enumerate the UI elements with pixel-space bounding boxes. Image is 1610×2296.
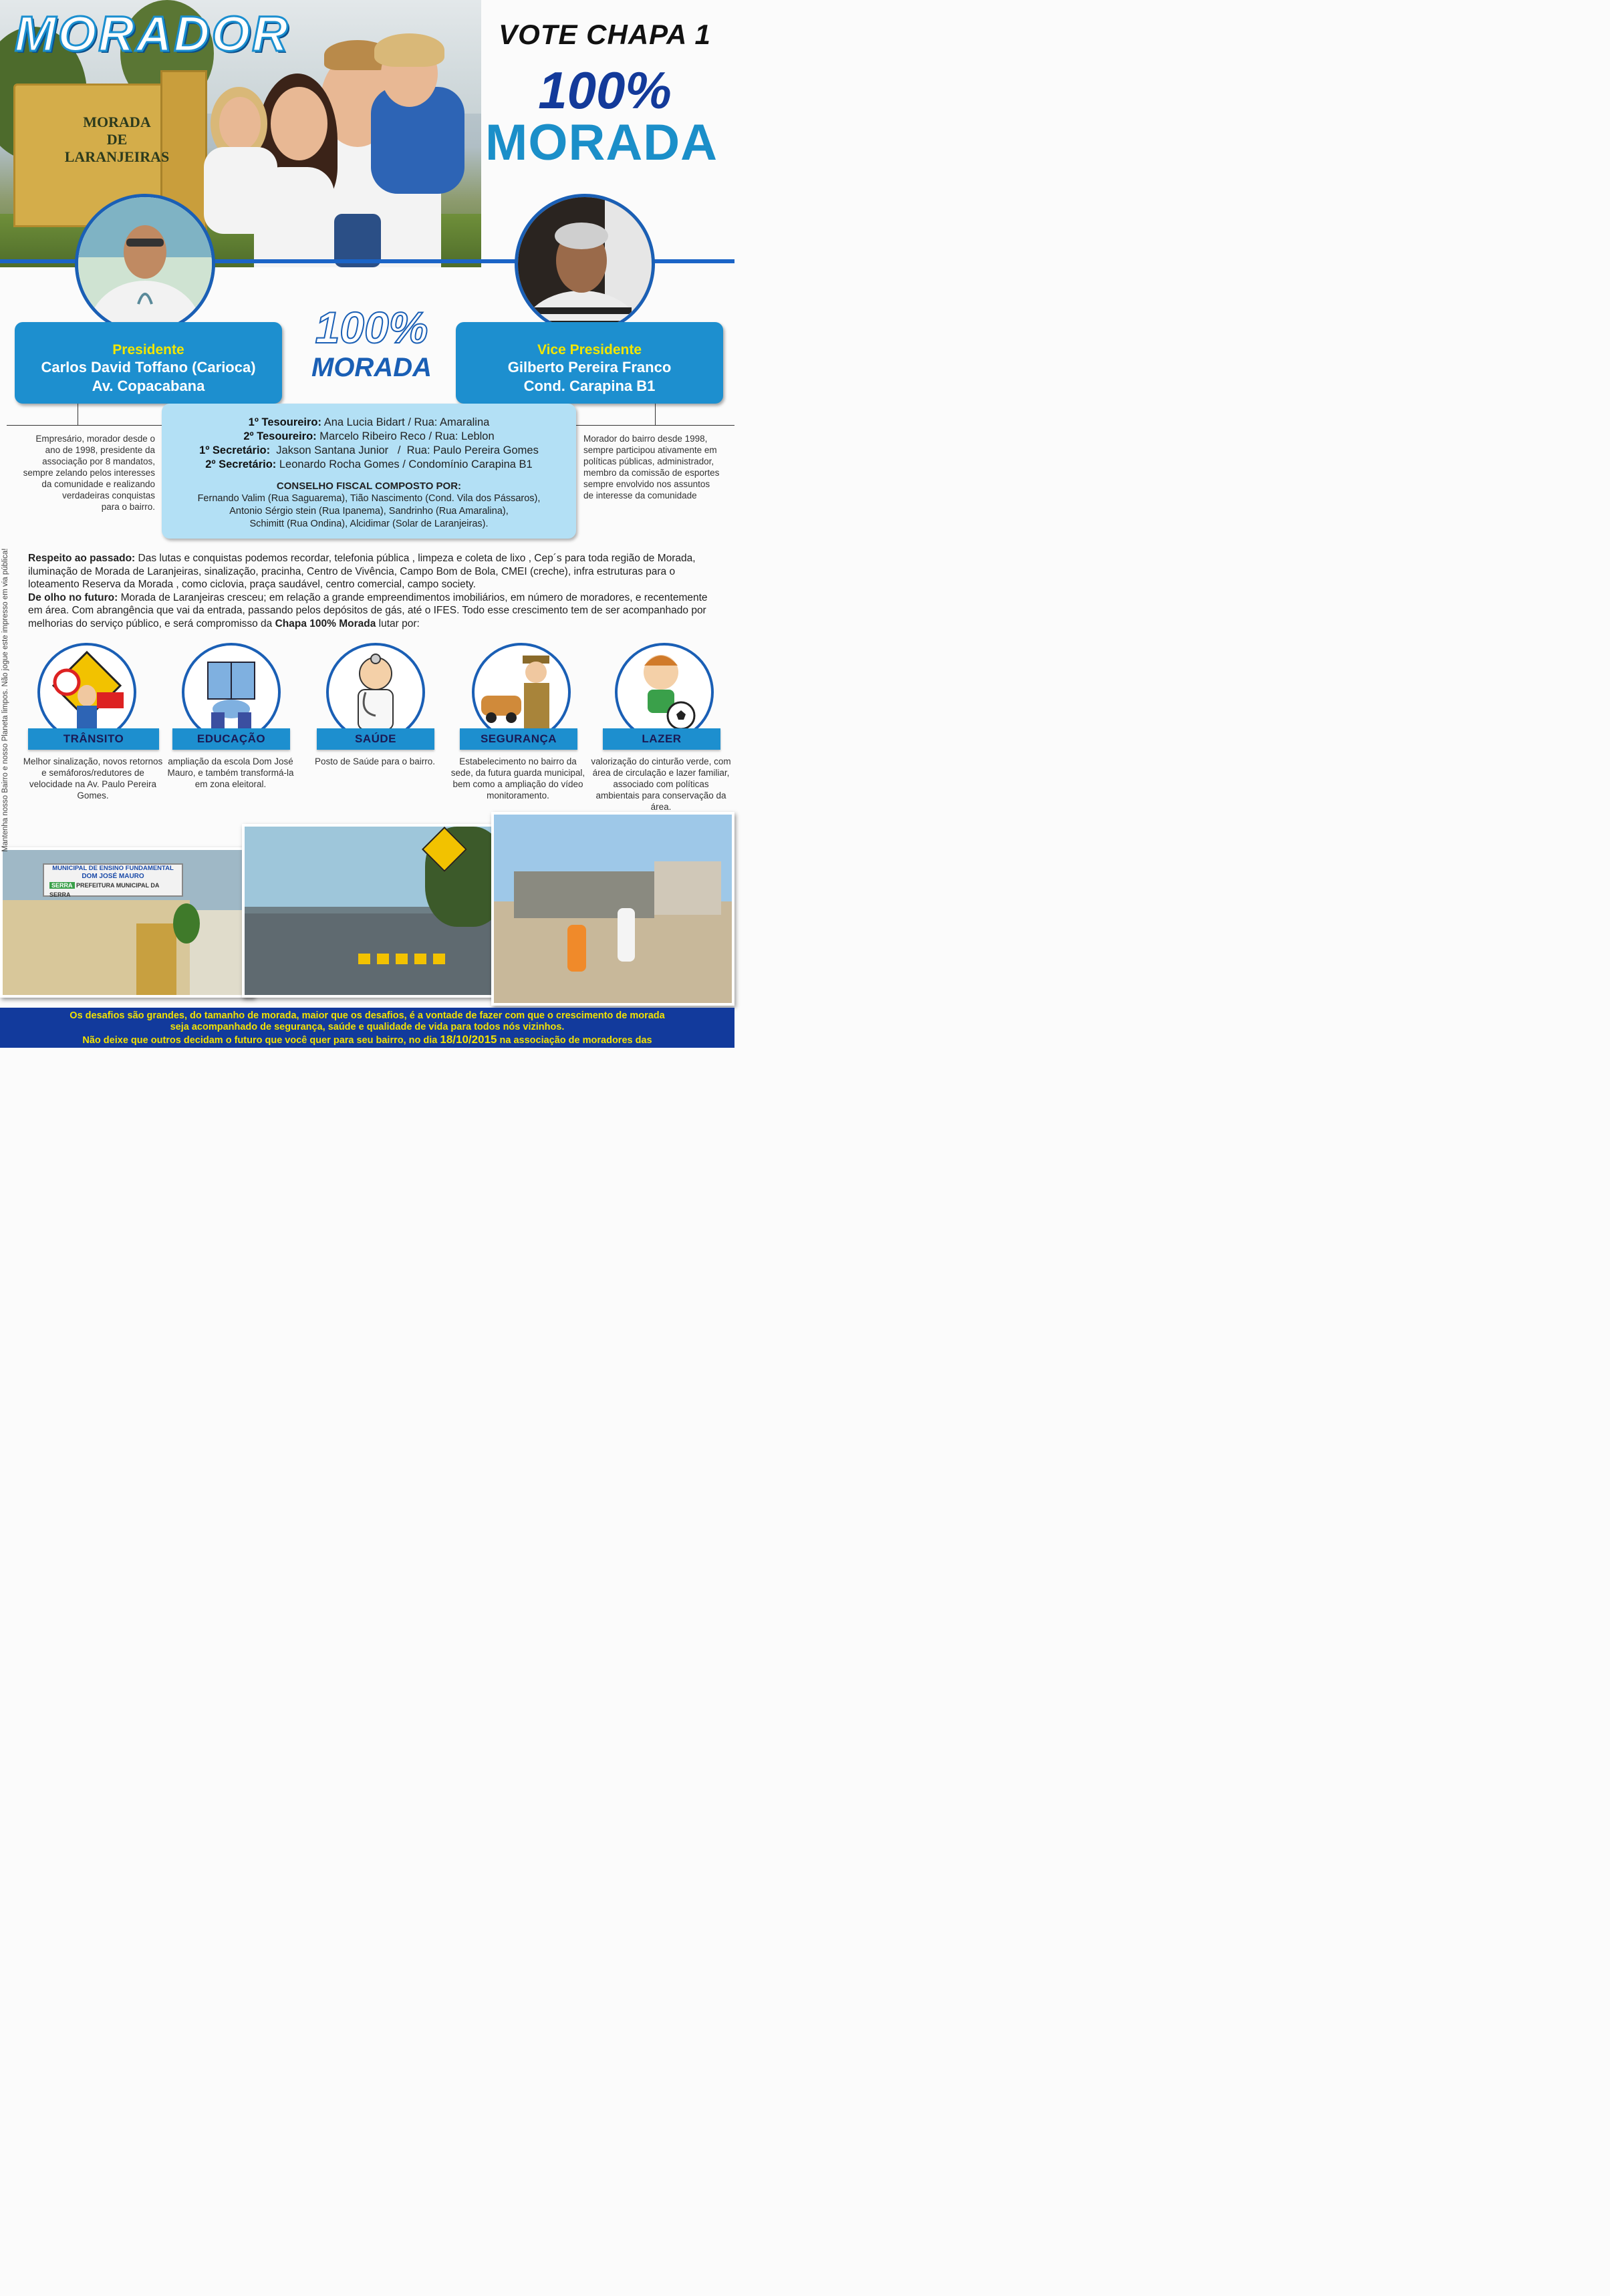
bio-line: sempre zelando pelos interesses bbox=[23, 468, 155, 478]
connector-line bbox=[576, 425, 734, 426]
board-member: Jakson Santana Junior / Rua: Paulo Pereira Gomes bbox=[270, 444, 539, 456]
entrance-sign-line: LARANJEIRAS bbox=[64, 148, 170, 165]
side-note: Mantenha nosso Bairro e nosso Planeta limpos. Não jogue este impresso em via pública! bbox=[1, 548, 9, 852]
serra-logo: SERRA bbox=[49, 882, 75, 889]
footer-message bbox=[0, 1008, 734, 1033]
school-prefeitura: PREFEITURA MUNICIPAL DA SERRA bbox=[49, 882, 160, 898]
person bbox=[567, 925, 586, 972]
board-row bbox=[162, 430, 576, 444]
vice-bio bbox=[583, 433, 734, 501]
speed-bump bbox=[358, 954, 452, 964]
girl-shirt bbox=[204, 147, 277, 234]
board-member: Marcelo Ribeiro Reco / Rua: Leblon bbox=[316, 430, 495, 442]
board-row bbox=[162, 416, 576, 430]
president-photo bbox=[78, 197, 212, 331]
bio-line: de interesse da comunidade bbox=[583, 490, 697, 500]
school-sign-line: MUNICIPAL DE ENSINO FUNDAMENTAL bbox=[52, 865, 174, 872]
entrance-sign bbox=[47, 114, 187, 166]
school-photo bbox=[0, 847, 254, 998]
doctor-icon bbox=[326, 643, 425, 742]
footer-line: na associação de moradores das bbox=[497, 1035, 652, 1046]
president-bio bbox=[7, 433, 155, 513]
bio-line: políticas públicas, administrador, bbox=[583, 456, 714, 466]
paragraph-text: Das lutas e conquistas podemos recordar, telefonia pública , limpeza e coleta de lixo , Cep´s para toda região de Morada, iluminação de Morada de Laranjeiras, sinalização, pracinha, Centro de Vivência, Campo Bom de Bola, CMEI (creche), infra estruturas para o loteamento Reserva da Morada , como ciclovia, praça saudável, centro comercial, campo society. bbox=[28, 553, 696, 590]
vice-address: Cond. Carapina B1 bbox=[523, 378, 656, 394]
center-percent: 100% bbox=[315, 303, 428, 352]
election-date: 18/10/2015 bbox=[440, 1033, 497, 1046]
boy-soccer-icon bbox=[615, 643, 714, 742]
paragraph-emphasis: Chapa 100% Morada bbox=[275, 617, 376, 629]
plant bbox=[173, 903, 200, 944]
girl-face bbox=[219, 97, 261, 150]
boy-hair bbox=[374, 33, 444, 67]
vice-card bbox=[456, 322, 723, 404]
board-role: 2º Tesoureiro: bbox=[243, 430, 317, 442]
construction-photo bbox=[491, 812, 734, 1006]
conselho-line: Antonio Sérgio stein (Rua Ipanema), Sandrinho (Rua Amaralina), bbox=[229, 506, 509, 517]
board-member: Ana Lucia Bidart / Rua: Amaralina bbox=[321, 416, 490, 428]
board-role: 1º Tesoureiro: bbox=[248, 416, 322, 428]
mother-face bbox=[271, 87, 327, 160]
pillar-desc-transito: Melhor sinalização, novos retornos e semáforos/redutores de velocidade na Av. Paulo Pereira Gomes. bbox=[23, 756, 163, 801]
paragraph-label: De olho no futuro: bbox=[28, 591, 118, 603]
traffic-signs-icon bbox=[37, 643, 136, 742]
pillar-banner-seguranca: SEGURANÇA bbox=[460, 728, 577, 750]
board-row bbox=[162, 458, 576, 472]
pillar-banner-educacao: EDUCAÇÃO bbox=[172, 728, 290, 750]
board-role: 2º Secretário: bbox=[205, 458, 277, 470]
president-role: Presidente bbox=[112, 342, 184, 357]
connector-line bbox=[7, 425, 162, 426]
vice-role: Vice Presidente bbox=[537, 342, 642, 357]
bio-line: Morador do bairro desde 1998, bbox=[583, 434, 708, 444]
bio-line: sempre envolvido nos assuntos bbox=[583, 479, 710, 489]
percent-headline: 100% bbox=[538, 61, 672, 120]
footer-line: Os desafios são grandes, do tamanho de morada, maior que os desafios, é a vontade de fazer com que o crescimento de morada bbox=[70, 1010, 665, 1021]
bio-line: verdadeiras conquistas bbox=[62, 490, 155, 500]
bio-line: Empresário, morador desde o bbox=[35, 434, 155, 444]
conselho-title: CONSELHO FISCAL COMPOSTO POR: bbox=[276, 480, 462, 492]
morada-headline: MORADA bbox=[485, 114, 718, 171]
school-sign bbox=[43, 863, 183, 897]
bio-line: sempre participou ativamente em bbox=[583, 445, 717, 455]
pillar-desc-saude: Posto de Saúde para o bairro. bbox=[314, 756, 436, 766]
paragraph-text: lutar por: bbox=[376, 617, 420, 629]
board-member: Leonardo Rocha Gomes / Condomínio Carapina B1 bbox=[276, 458, 533, 470]
building bbox=[654, 861, 721, 915]
board-row bbox=[162, 444, 576, 458]
entrance-sign-line: MORADA bbox=[83, 114, 151, 130]
bio-line: associação por 8 mandatos, bbox=[42, 456, 155, 466]
connector-line bbox=[655, 404, 656, 425]
entrance-sign-line: DE bbox=[106, 131, 128, 148]
person bbox=[618, 908, 635, 962]
paragraph-label: Respeito ao passado: bbox=[28, 553, 136, 564]
vice-photo bbox=[518, 197, 652, 331]
center-morada: MORADA bbox=[311, 353, 432, 382]
body-text bbox=[28, 552, 716, 630]
bio-line: ano de 1998, presidente da bbox=[45, 445, 155, 455]
footer-callout bbox=[0, 1034, 734, 1046]
school-door bbox=[136, 923, 176, 997]
vice-portrait bbox=[515, 194, 655, 334]
conselho-line: Schimitt (Rua Ondina), Alcidimar (Solar de Laranjeiras). bbox=[249, 519, 489, 529]
paragraph-text: Morada de Laranjeiras cresceu; em relação a grande empreendimentos imobiliários, em número de moradores, e recentemente em área. Com abrangência que vai da entrada, passando pelos depósitos de gás, até o IFES. Todo esse crescimento tem de ser acompanhado por melhorias do serviço público, e será compromisso da bbox=[28, 591, 708, 629]
vice-name: Gilberto Pereira Franco bbox=[507, 359, 672, 376]
president-card bbox=[15, 322, 282, 404]
president-portrait bbox=[75, 194, 215, 334]
main-title: MORADOR bbox=[15, 6, 290, 61]
president-name: Carlos David Toffano (Carioca) bbox=[41, 359, 256, 376]
bio-line: da comunidade e realizando bbox=[41, 479, 155, 489]
police-officer-icon bbox=[472, 643, 571, 742]
paragraph-future bbox=[28, 591, 716, 631]
paragraph-past bbox=[28, 552, 716, 591]
student-reading-icon bbox=[182, 643, 281, 742]
pillar-banner-lazer: LAZER bbox=[603, 728, 720, 750]
pillar-banner-saude: SAÚDE bbox=[317, 728, 434, 750]
pillar-desc-seguranca: Estabelecimento no bairro da sede, da futura guarda municipal, bem como a ampliação do vídeo monitoramento. bbox=[450, 756, 585, 801]
pillar-banner-transito: TRÂNSITO bbox=[28, 728, 159, 750]
vote-headline: VOTE CHAPA 1 bbox=[499, 19, 711, 50]
footer-line: seja acompanhado de segurança, saúde e qualidade de vida para todos nós vizinhos. bbox=[170, 1022, 565, 1032]
pillar-desc-lazer: valorização do cinturão verde, com área de circulação e lazer familiar, associado com políticas ambientais para conservação da área. bbox=[591, 756, 731, 812]
footer-banner bbox=[0, 1008, 734, 1048]
board-role: 1º Secretário: bbox=[199, 444, 271, 456]
bio-line: para o bairro. bbox=[101, 502, 155, 512]
board-box bbox=[162, 404, 576, 539]
street-photo bbox=[242, 824, 503, 998]
pillar-desc-educacao: ampliação da escola Dom José Mauro, e também transformá-la em zona eleitoral. bbox=[167, 756, 294, 789]
conselho-line: Fernando Valim (Rua Saguarema), Tião Nascimento (Cond. Vila dos Pássaros), bbox=[197, 493, 541, 504]
footer-line: Não deixe que outros decidam o futuro que você quer para seu bairro, no dia bbox=[82, 1035, 440, 1046]
bio-line: membro da comissão de esportes bbox=[583, 468, 720, 478]
president-address: Av. Copacabana bbox=[92, 378, 205, 394]
school-sign-line: DOM JOSÉ MAURO bbox=[82, 873, 144, 880]
